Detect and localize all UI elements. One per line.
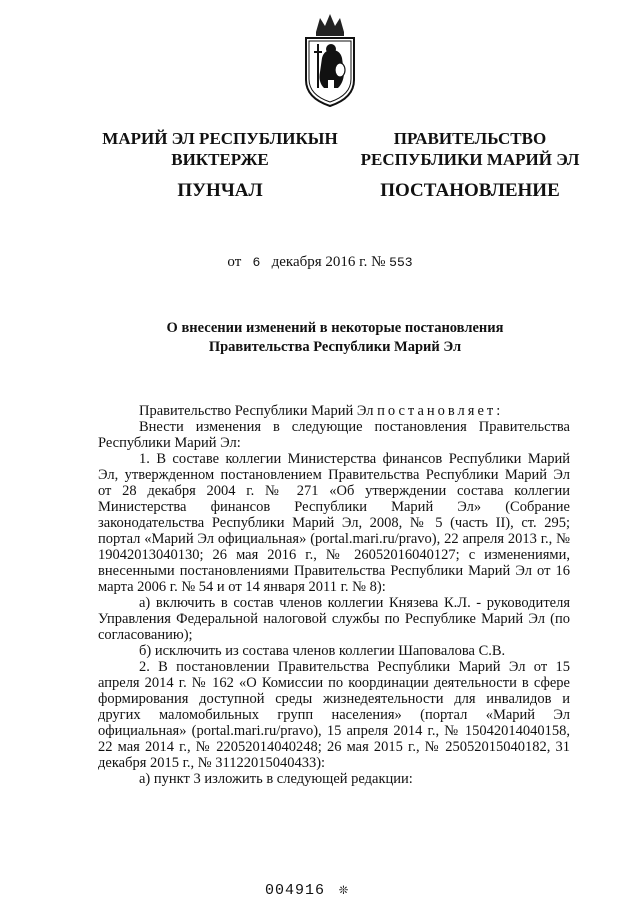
dateline-number: 553 (389, 255, 413, 270)
header-left-doc-type: ПУНЧАЛ (177, 180, 263, 201)
paragraph-6: а) пункт 3 изложить в следующей редакции: (139, 771, 413, 787)
document-dateline (0, 254, 640, 271)
paragraph-4: б) исключить из состава членов коллегии Шаповалова С.В. (139, 643, 506, 659)
header-left (90, 128, 350, 201)
header-left-line2: ВИКТЕРЖЕ (171, 150, 269, 169)
document-body (98, 403, 570, 787)
paragraph-1: Внести изменения в следующие постановления Правительства Республики Марий Эл: (98, 419, 570, 451)
header-right (350, 128, 590, 201)
paragraph-5: 2. В постановлении Правительства Республики Марий Эл от 15 апреля 2014 г. № 162 «О Комиссии по координации деятельности в сфере формирования доступной среды жизнедеятельности для инвалидов и других маломобильных групп населения» (портал «Марий Эл официальная» (portal.mari.ru/pravo), 15 апреля 2014 г., № 15042014040158, 22 мая 2014 г., № 22052014040248; 26 мая 2015 г., № 25052015040182, 31 декабря 2015 г., № 31122015040433): (98, 659, 570, 771)
serial-number: 004916 (265, 882, 326, 899)
paragraph-3: а) включить в состав членов коллегии Князева К.Л. - руководителя Управления Федеральной налоговой службы по Республике Марий Эл (по согласованию); (98, 595, 570, 643)
header-right-doc-type: ПОСТАНОВЛЕНИЕ (380, 180, 560, 201)
intro-verb: постановляет: (377, 403, 504, 419)
coat-of-arms-emblem (300, 10, 360, 110)
document-title (120, 319, 550, 357)
title-line2: Правительства Республики Марий Эл (208, 339, 462, 355)
paragraph-intro (98, 403, 570, 419)
footer-serial (265, 880, 349, 899)
dateline-date: декабря 2016 г. № (271, 254, 386, 270)
header-right-line2: РЕСПУБЛИКИ МАРИЙ ЭЛ (360, 150, 580, 169)
dateline-day: 6 (252, 255, 261, 270)
header-right-line1: ПРАВИТЕЛЬСТВО (393, 129, 547, 148)
dateline-from: от (227, 254, 242, 270)
header-left-line1: МАРИЙ ЭЛ РЕСПУБЛИКЫН (102, 129, 338, 148)
title-line1: О внесении изменений в некоторые постановления (166, 320, 504, 336)
footer-mark-icon: ❊ (339, 882, 350, 899)
intro-subject: Правительство Республики Марий Эл (139, 403, 374, 419)
paragraph-2: 1. В составе коллегии Министерства финансов Республики Марий Эл, утвержденном постановлением Правительства Республики Марий Эл от 28 декабря 2004 г. № 271 «Об утверждении состава коллегии Министерства финансов Республики Марий Эл» (Собрание законодательства Республики Марий Эл, 2008, № 5 (часть II), ст. 295; портал «Марий Эл официальная» (portal.mari.ru/pravo), 22 апреля 2013 г., № 19042013040130; 26 мая 2016 г., № 26052016040127; с изменениями, внесенными постановлениями Правительства Республики Марий Эл от 16 марта 2006 г. № 54 и от 14 января 2011 г. № 8): (98, 451, 570, 595)
